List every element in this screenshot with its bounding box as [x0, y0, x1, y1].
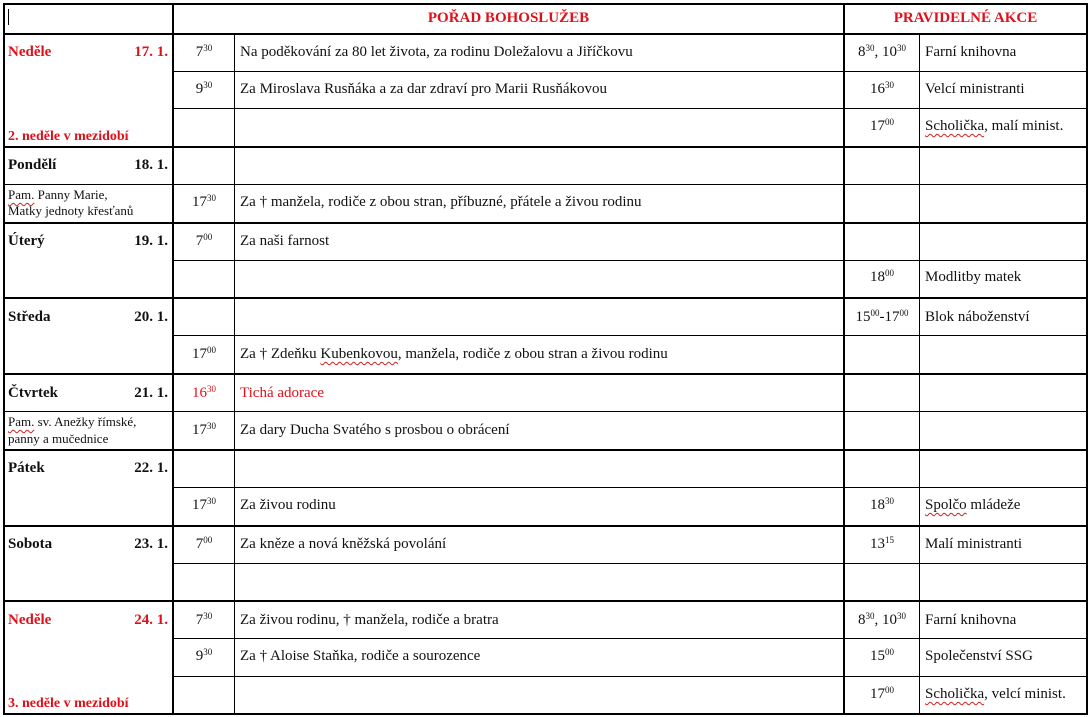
day-date: 22. 1. [134, 460, 168, 476]
mass-intention: Za Miroslava Rusňáka a za dar zdraví pro Marii Rusňákovou [240, 81, 607, 97]
day-name: Neděle [8, 44, 52, 60]
text-cursor [8, 9, 9, 25]
event-name: Blok náboženství [925, 309, 1030, 325]
mass-intention: Za živou rodinu [240, 497, 336, 513]
event-time: $18^{00}$ [870, 268, 894, 285]
day-note [8, 187, 108, 202]
event-time: $18^{30}$ [870, 496, 894, 513]
day-note-abbr: Pam. [8, 187, 35, 202]
event-name: Spolčo mládeže [925, 497, 1021, 513]
day-name: Úterý [8, 233, 45, 249]
day-note-text: Panny Marie, [34, 187, 108, 202]
day-name: Sobota [8, 536, 53, 552]
event-name: Velcí ministranti [925, 81, 1025, 97]
day-name: Pondělí [8, 157, 57, 173]
day-name: Neděle [8, 612, 52, 628]
day-date: 21. 1. [134, 385, 168, 401]
day-date: 23. 1. [134, 536, 168, 552]
day-date: 18. 1. [134, 157, 168, 173]
mass-time: $17^{30}$ [192, 421, 216, 438]
day-note [8, 414, 136, 429]
event-name: Společenství SSG [925, 648, 1033, 664]
day-date: 20. 1. [134, 309, 168, 325]
event-time: $8^{30}$, $10^{30}$ [858, 43, 906, 60]
day-date: 24. 1. [134, 612, 168, 628]
mass-intention: Za naši farnost [240, 233, 330, 249]
mass-intention: Za dary Ducha Svatého s prosbou o obrácení [240, 422, 510, 438]
day-note-line2: Matky jednoty křesťanů [8, 203, 134, 218]
mass-time: $7^{30}$ [195, 611, 213, 628]
mass-time: $9^{30}$ [195, 647, 213, 664]
day-name: Pátek [8, 460, 45, 476]
mass-intention: Na poděkování za 80 let života, za rodinu Doležalovu a Jiříčkovu [240, 44, 633, 60]
mass-time: $16^{30}$ [192, 384, 216, 401]
event-time: $13^{15}$ [870, 535, 894, 552]
mass-intention: Za kněze a nová kněžská povolání [240, 536, 447, 552]
mass-intention: Tichá adorace [240, 385, 324, 401]
day-note-text: sv. Anežky římské, [34, 414, 137, 429]
mass-time: $17^{00}$ [192, 345, 216, 362]
mass-intention: Za † Zdeňku Kubenkovou, manžela, rodiče z obou stran a živou rodinu [240, 346, 668, 362]
mass-time: $7^{00}$ [195, 232, 213, 249]
mass-time: $7^{30}$ [195, 43, 213, 60]
event-name: Farní knihovna [925, 612, 1017, 628]
event-time: $17^{00}$ [870, 117, 894, 134]
event-name: Farní knihovna [925, 44, 1017, 60]
mass-intention: Za živou rodinu, † manžela, rodiče a bratra [240, 612, 499, 628]
day-note: 2. neděle v mezidobí [8, 129, 129, 144]
mass-time: $17^{30}$ [192, 193, 216, 210]
mass-intention: Za † Aloise Staňka, rodiče a sourozence [240, 648, 481, 664]
day-name: Středa [8, 309, 51, 325]
mass-time: $17^{30}$ [192, 496, 216, 513]
event-time: $15^{00}$ [870, 647, 894, 664]
day-date: 19. 1. [134, 233, 168, 249]
event-name: Modlitby matek [925, 269, 1022, 285]
day-date: 17. 1. [134, 44, 168, 60]
event-time: $15^{00}-17^{00}$ [855, 308, 909, 325]
day-note-line2: panny a mučednice [8, 431, 109, 446]
event-time: $16^{30}$ [870, 80, 894, 97]
mass-time: $7^{00}$ [195, 535, 213, 552]
event-name: Malí ministranti [925, 536, 1023, 552]
day-note-abbr: Pam. [8, 414, 35, 429]
header-title-services: POŘAD BOHOSLUŽEB [427, 10, 590, 26]
day-name: Čtvrtek [8, 385, 58, 401]
event-time: $8^{30}$, $10^{30}$ [858, 611, 906, 628]
header-title-events: PRAVIDELNÉ AKCE [893, 10, 1038, 26]
mass-time: $9^{30}$ [195, 80, 213, 97]
event-name: Scholička, velcí minist. [925, 686, 1066, 702]
mass-intention: Za † manžela, rodiče z obou stran, příbuzné, přátele a živou rodinu [240, 194, 642, 210]
day-note: 3. neděle v mezidobí [8, 696, 129, 711]
event-time: $17^{00}$ [870, 685, 894, 702]
event-name: Scholička, malí minist. [925, 118, 1064, 134]
